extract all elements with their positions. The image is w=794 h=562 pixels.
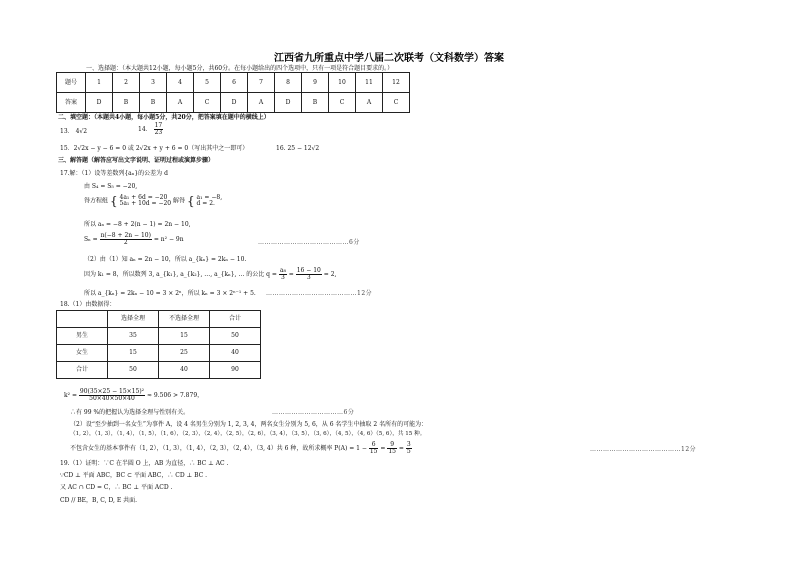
- table-cell: 女生: [57, 345, 108, 362]
- q13-answer: [60, 128, 87, 135]
- question-number: 6: [221, 73, 248, 93]
- q17-sn-denominator: 2: [123, 239, 128, 246]
- table-row: [57, 345, 261, 362]
- q17-solution-2: d = 2.: [196, 200, 215, 208]
- question-number: 7: [248, 73, 275, 93]
- k2-fraction: [79, 389, 145, 402]
- table-cell: 35: [108, 328, 159, 345]
- prob-frac2-num: 9: [387, 442, 397, 449]
- q13-value: 4√2: [75, 128, 88, 135]
- answer-cell: B: [140, 93, 167, 113]
- q17-sn-fraction: [100, 233, 152, 246]
- q17-line7: [84, 268, 336, 281]
- q17-sn-numerator: n(−8 + 2n − 10): [100, 232, 151, 239]
- q17-ratio-frac1: [279, 268, 287, 281]
- table-row: [57, 328, 261, 345]
- table-row: [57, 362, 261, 379]
- header-cell: 选择全理: [108, 311, 159, 328]
- section-solution-heading: 三、解答题（解答应写出文字说明、证明过程或演算步骤）: [58, 157, 215, 164]
- header-cell: [57, 311, 108, 328]
- q17-line8: 所以 a_{kₙ} = 2kₙ − 10 = 3 × 2ⁿ，所以 kₙ = 3 × 2ⁿ⁻¹ + 5.: [84, 290, 256, 297]
- q16-answer: 16. 25 − 12√2: [276, 145, 320, 152]
- answer-table-row-label: 答案: [57, 93, 86, 113]
- section-choice-heading: 一、选择题：（本大题共12小题，每小题5分，共60分。在每小题给出的四个选项中，只有一项是符合题目要求的。）: [86, 65, 394, 72]
- contingency-table: [56, 310, 261, 379]
- q14-fraction: [154, 123, 164, 136]
- page-title: 江西省九所重点中学八届二次联考（文科数学）答案: [274, 53, 504, 64]
- question-number: 5: [194, 73, 221, 93]
- contingency-header-row: [57, 311, 261, 328]
- section-fill-heading: 二、填空题：（本题共4小题，每小题5分，共20分，把答案填在题中的横线上）: [58, 114, 270, 121]
- q18-heading: 18.（1）由数据得：: [60, 301, 116, 308]
- q14-numerator: 17: [154, 122, 163, 129]
- q17-sn-result: = n² − 9n: [153, 236, 184, 243]
- q18-conclusion: ∴有 99 %的把握认为选择全理与性别有关。: [70, 409, 190, 416]
- q18-part2-line3: [70, 442, 412, 455]
- q17-ratio-num2: 16 − 10: [296, 267, 321, 274]
- answer-cell: D: [221, 93, 248, 113]
- q17-ratio-num1: a₈: [279, 267, 286, 274]
- question-number: 9: [302, 73, 329, 93]
- q17-line2: 由 S₄ = S₅ = −20,: [84, 183, 138, 190]
- q17-system: [120, 195, 172, 207]
- answer-cell: B: [113, 93, 140, 113]
- q14-answer: [138, 123, 163, 136]
- table-cell: 合计: [57, 362, 108, 379]
- prob-frac1-den: 15: [369, 448, 378, 455]
- q17-line6: （2）由（1）知 aₙ = 2n − 10，所以 a_{kₙ} = 2kₙ − 10.: [84, 256, 247, 263]
- header-cell: 合计: [210, 311, 261, 328]
- q17-ratio-den2: 3: [306, 274, 311, 281]
- q17-solve-label: 解得: [173, 197, 186, 205]
- prob-frac2-den: 15: [388, 448, 396, 455]
- prob-eq: =: [380, 445, 386, 452]
- table-cell: 15: [108, 345, 159, 362]
- q17-ratio-eq: =: [288, 271, 294, 278]
- table-cell: 15: [159, 328, 210, 345]
- k2-label: k² =: [64, 392, 77, 399]
- answer-cell: A: [167, 93, 194, 113]
- q17-sn-label: Sₙ =: [84, 236, 98, 243]
- answer-cell: C: [329, 93, 356, 113]
- header-cell: 不选择全理: [159, 311, 210, 328]
- q18-k2-formula: [64, 389, 203, 402]
- question-number: 12: [383, 73, 410, 93]
- answer-cell: C: [194, 93, 221, 113]
- answer-cell: B: [302, 93, 329, 113]
- question-number: 1: [86, 73, 113, 93]
- probability-text: 不包含女生的基本事件有（1, 2），（1, 3），（1, 4），（2, 3），（2, 4），（3, 4）共 6 种，故所求概率 P(A) = 1 −: [70, 445, 367, 452]
- answer-table-row-label: 题号: [57, 73, 86, 93]
- q17-line3: [84, 194, 222, 208]
- prob-frac1-num: 6: [369, 442, 379, 449]
- question-number: 11: [356, 73, 383, 93]
- q19-line1: 19.（1）证明：∵C 在半圆 O 上，AB 为直径，∴ BC ⊥ AC .: [60, 460, 229, 467]
- prob-frac3: [406, 442, 412, 455]
- q18-score-6: ……………………………6分: [272, 409, 355, 416]
- k2-result: ≈ 9.506 > 7.879，: [147, 392, 204, 399]
- q19-line2: ∵CD ⊥ 平面 ABC，BC ⊂ 平面 ABC，∴ CD ⊥ BC .: [60, 472, 208, 479]
- answer-cell: C: [383, 93, 410, 113]
- q19-line3: 又 AC ∩ CD = C，∴ BC ⊥ 平面 ACD .: [60, 484, 173, 491]
- table-cell: 50: [108, 362, 159, 379]
- q18-part2-line1: （2）设“至少抽到一名女生”为事件 A，设 4 名男生分别为 1, 2, 3, 4，两名女生分别为 5, 6，从 6 名学生中抽取 2 名所有的可能为：: [70, 421, 428, 428]
- table-cell: 25: [159, 345, 210, 362]
- prob-frac3-num: 3: [406, 441, 411, 448]
- k2-denominator: 50×40×50×40: [89, 395, 135, 402]
- q17-ratio-text: 因为 k₁ = 8，所以数列 3, a_{k₁}, a_{k₂}, …, a_{kₙ}, … 的公比 q =: [84, 271, 277, 278]
- q17-system-label: 得方程组: [84, 197, 109, 205]
- table-cell: 40: [210, 345, 261, 362]
- table-cell: 50: [210, 328, 261, 345]
- q17-system-eq2: 5a₁ + 10d = −20: [119, 200, 172, 208]
- q17-score-12: ……………………………………12分: [266, 290, 373, 297]
- q17-ratio-den1: 3: [280, 274, 285, 281]
- answer-cell: A: [356, 93, 383, 113]
- q17-line5: [84, 233, 184, 246]
- q17-line1: 17.解：（1）设等差数列{aₙ}的公差为 d: [60, 170, 168, 177]
- question-number: 4: [167, 73, 194, 93]
- q13-label: 13．: [60, 128, 74, 135]
- left-brace-icon: {: [186, 194, 195, 208]
- answer-cell: D: [86, 93, 113, 113]
- q18-score-12: ……………………………………12分: [590, 446, 697, 453]
- question-number: 2: [113, 73, 140, 93]
- q15-answer: 15．2√2x − y − 6 = 0 或 2√2x + y + 6 = 0（写出其中之一即可）: [60, 145, 249, 152]
- q17-score-6: ……………………………………6分: [258, 239, 360, 246]
- prob-eq: =: [398, 445, 404, 452]
- q17-ratio-result: = 2,: [323, 271, 337, 278]
- q18-part2-line2: （1, 2），（1, 3），（1, 4），（1, 5），（1, 6），（2, 3），（2, 4），（2, 5），（2, 6），（3, 4），（3, 5），（3, 6），（4, 5），（4, 6）（5, 6），共 15 种。: [70, 431, 426, 437]
- table-cell: 90: [210, 362, 261, 379]
- question-number: 3: [140, 73, 167, 93]
- prob-frac1: [369, 442, 379, 455]
- q17-solution-1: a₁ = −8,: [196, 194, 223, 202]
- answer-cell: A: [248, 93, 275, 113]
- prob-frac2: [387, 442, 397, 455]
- prob-frac3-den: 5: [406, 448, 411, 455]
- q17-ratio-frac2: [296, 268, 322, 281]
- q17-system-eq1: 4a₁ + 6d = −20: [119, 194, 168, 202]
- q17-solution: [197, 195, 223, 207]
- q14-label: 14．: [138, 126, 152, 133]
- left-brace-icon: {: [109, 194, 118, 208]
- k2-numerator: 90(35×25 − 15×15)²: [79, 388, 145, 395]
- answer-table-answer-row: [57, 93, 410, 113]
- answer-table-number-row: [57, 73, 410, 93]
- question-number: 10: [329, 73, 356, 93]
- answer-cell: D: [275, 93, 302, 113]
- table-cell: 40: [159, 362, 210, 379]
- q14-denominator: 23: [154, 129, 163, 136]
- table-cell: 男生: [57, 328, 108, 345]
- q19-line4: CD // BE，B, C, D, E 共面.: [60, 497, 138, 504]
- answer-table: [56, 72, 410, 113]
- q17-line4: 所以 aₙ = −8 + 2(n − 1) = 2n − 10,: [84, 221, 191, 228]
- question-number: 8: [275, 73, 302, 93]
